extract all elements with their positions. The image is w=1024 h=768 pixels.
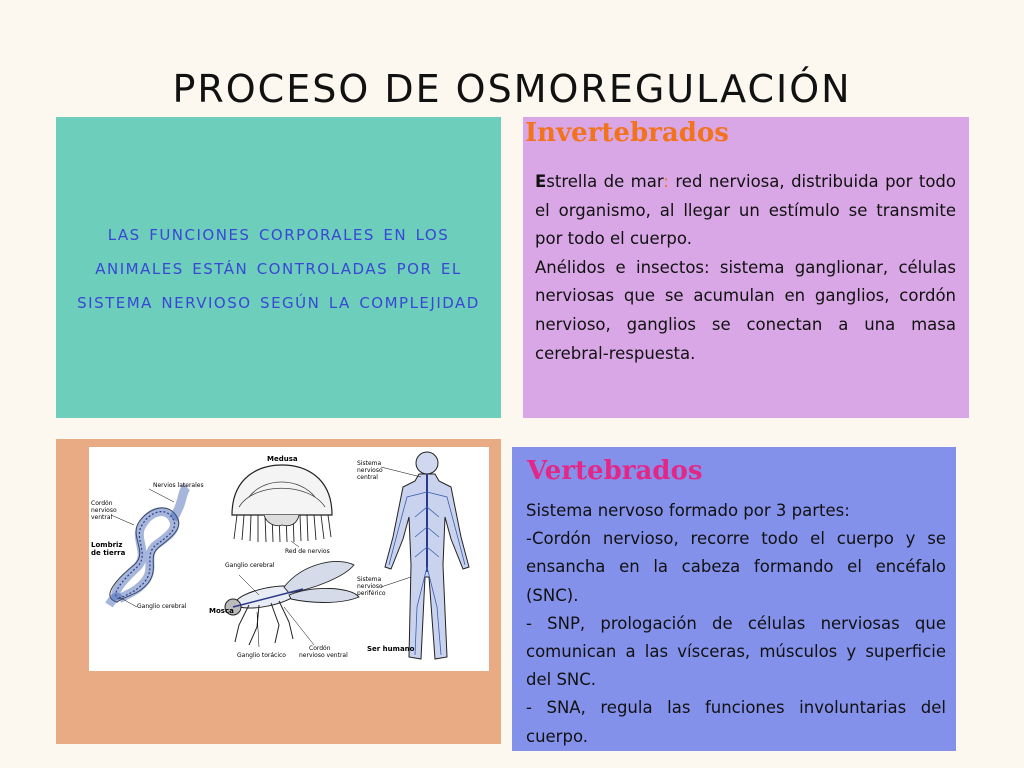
label-snc-1: Sistema (357, 460, 382, 467)
label-cordon-1: Cordón (91, 500, 113, 507)
vertebrados-heading: Vertebrados (527, 456, 703, 486)
label-nervios-laterales: Nervios laterales (153, 482, 204, 489)
colon-mark: : (663, 172, 669, 191)
label-cordon-3: ventral (91, 514, 113, 521)
fly-illustration (225, 561, 359, 647)
label-red-nervios: Red de nervios (285, 548, 330, 555)
label-cordon-fly-2: nervioso ventral (299, 652, 348, 659)
jellyfish-illustration (232, 465, 332, 547)
vertebrados-line-4: - SNA, regula las funciones involuntarias del cuerpo. (526, 698, 946, 746)
paragraph-rest: red nerviosa, distribuida por todo el organismo, al llegar un estímulo se transmite por todo el cuerpo. (535, 172, 957, 249)
diagram-svg (89, 447, 489, 671)
subject-text: strella de mar (546, 172, 664, 191)
label-snc-2: nervioso (357, 467, 383, 474)
first-letter: E (535, 172, 547, 191)
label-medusa: Medusa (267, 455, 298, 463)
invertebrados-heading: Invertebrados (525, 118, 729, 148)
label-ser-humano: Ser humano (367, 645, 415, 653)
human-illustration (381, 452, 469, 659)
label-ganglio-worm: Ganglio cerebral (137, 603, 187, 610)
label-ganglio-toracico: Ganglio torácico (237, 652, 286, 659)
intro-text: las funciones corporales en los animales están controladas por el sistema nervioso según la complejidad (77, 220, 480, 314)
invertebrados-paragraph-1 (535, 168, 956, 254)
label-snp-3: periférico (357, 590, 386, 597)
page-title: PROCESO DE OSMOREGULACIÓN (172, 67, 852, 112)
vertebrados-line-1: Sistema nervoso formado por 3 partes: (526, 501, 850, 520)
label-snp-2: nervioso (357, 583, 383, 590)
vertebrados-line-3: - SNP, prologación de células nerviosas que comunican a las vísceras, músculos y superficie del SNC. (526, 613, 946, 690)
label-lombriz-1: Lombriz (91, 541, 123, 549)
label-ganglio-fly: Ganglio cerebral (225, 562, 275, 569)
label-snp-1: Sistema (357, 576, 382, 583)
label-cordon-fly-1: Cordón (309, 645, 331, 652)
label-snc-3: central (357, 474, 378, 481)
label-lombriz-2: de tierra (91, 549, 126, 557)
vertebrados-body (526, 497, 946, 751)
vertebrados-line-2: -Cordón nervioso, recorre todo el cuerpo y se ensancha en la cabeza formando el encéfalo (SNC). (526, 529, 946, 605)
label-mosca: Mosca (209, 607, 234, 615)
intro-panel (56, 117, 501, 418)
invertebrados-body (535, 168, 956, 368)
nervous-systems-diagram (89, 447, 489, 671)
label-cordon-2: nervioso (91, 507, 117, 514)
invertebrados-paragraph-2: Anélidos e insectos: sistema ganglionar, células nerviosas que se acumulan en ganglios, cordón nervioso, ganglios se conectan a una masa cerebral-respuesta. (535, 257, 956, 363)
